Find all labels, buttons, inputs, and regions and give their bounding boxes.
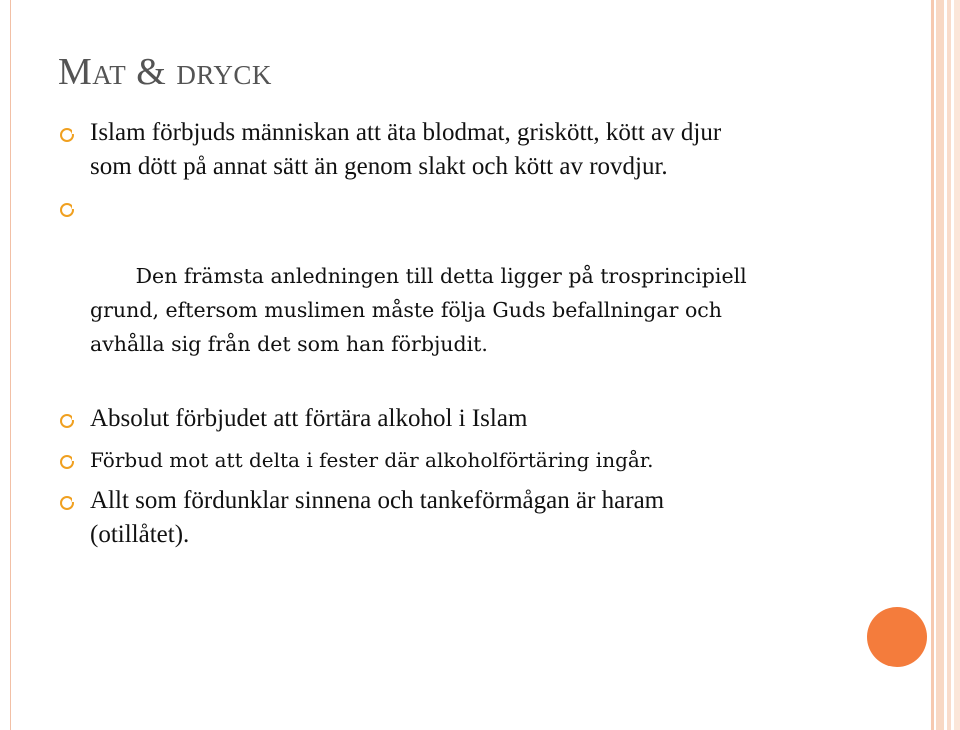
bullet-text: Islam förbjuds människan att äta blodmat, griskött, kött av djur som dött på annat sätt än genom slakt och kött av rovdjur. bbox=[90, 119, 722, 180]
left-border-line bbox=[10, 0, 11, 730]
right-edge-stripe bbox=[931, 0, 934, 730]
bullet-item bbox=[55, 191, 755, 395]
bullet-ring-icon bbox=[60, 203, 74, 217]
right-edge-stripe bbox=[954, 0, 960, 730]
right-edge-stripe bbox=[947, 0, 951, 730]
bullet-ring-icon bbox=[60, 496, 74, 510]
decorative-orange-circle bbox=[867, 607, 927, 667]
bullet-item bbox=[55, 443, 755, 477]
bullet-ring-icon bbox=[60, 414, 74, 428]
bullet-text: Förbud mot att delta i fester där alkoholförtäring ingår. bbox=[90, 448, 654, 472]
bullet-text: Absolut förbjudet att förtära alkohol i Islam bbox=[90, 405, 528, 432]
slide-title: Mat & dryck bbox=[58, 51, 272, 93]
bullet-item bbox=[55, 116, 755, 184]
bullet-list bbox=[55, 116, 755, 559]
bullet-ring-icon bbox=[60, 455, 74, 469]
bullet-text: Allt som fördunklar sinnena och tankeförmågan är haram (otillåtet). bbox=[90, 487, 665, 548]
right-edge-stripe bbox=[936, 0, 944, 730]
bullet-item bbox=[55, 402, 755, 436]
bullet-ring-icon bbox=[60, 128, 74, 142]
bullet-text: Den främsta anledningen till detta ligger på trosprincipiell grund, eftersom muslimen måste följa Guds befallningar och avhålla sig från det som han förbjudit. bbox=[90, 264, 754, 356]
bullet-item bbox=[55, 484, 755, 552]
